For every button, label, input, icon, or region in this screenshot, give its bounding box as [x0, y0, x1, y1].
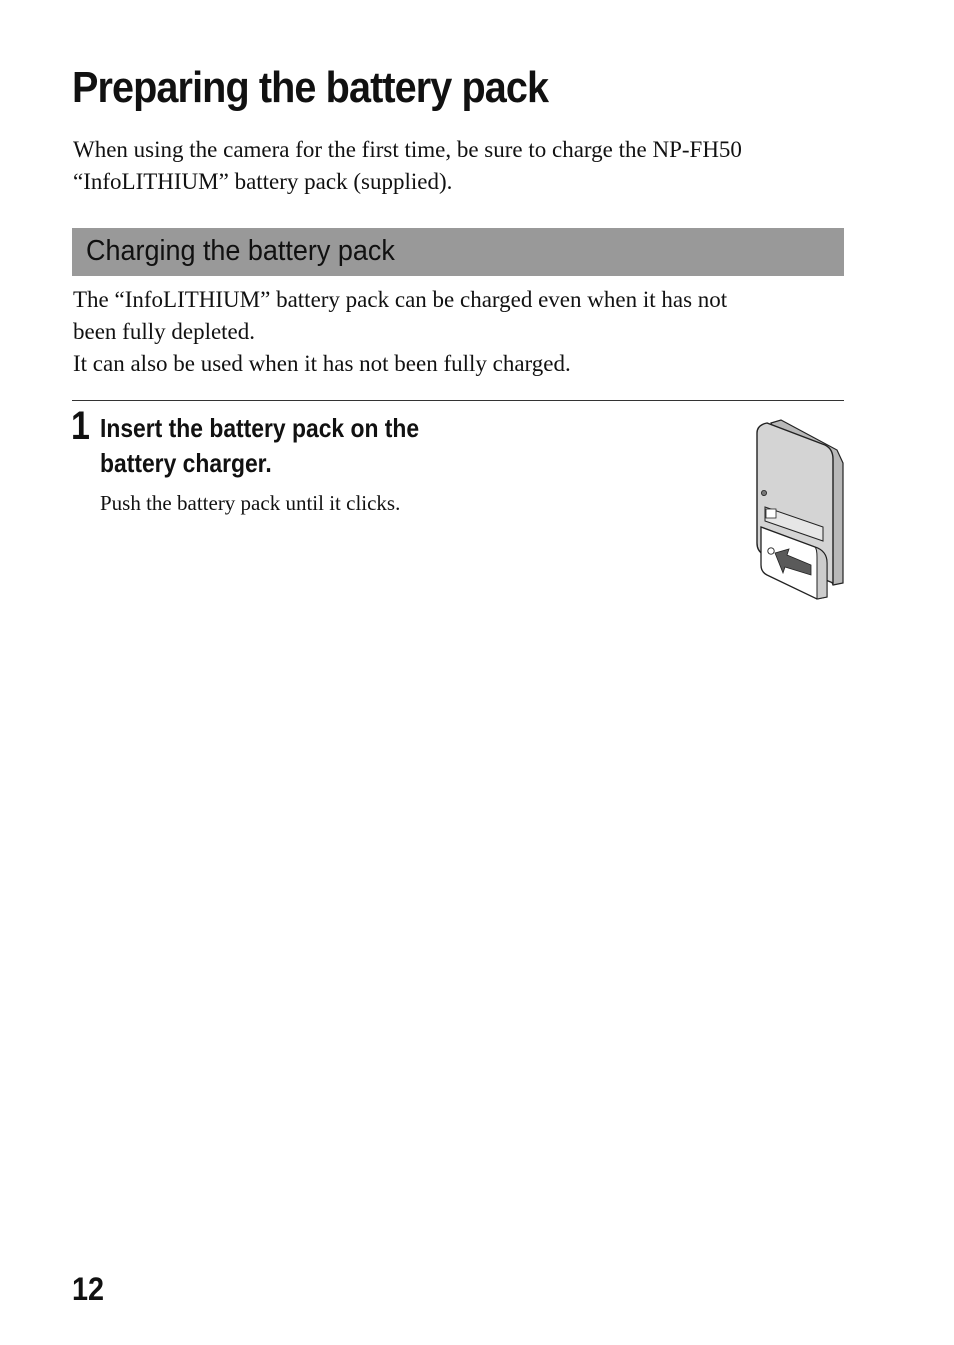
page-title: Preparing the battery pack — [72, 63, 549, 112]
step-title-line: Insert the battery pack on the — [100, 413, 420, 443]
step-number: 1 — [71, 404, 90, 448]
page-number: 12 — [72, 1271, 105, 1307]
section-divider — [72, 400, 844, 401]
section-body-line: been fully depleted. — [73, 319, 256, 344]
step-title — [100, 411, 505, 481]
intro-paragraph — [73, 134, 863, 198]
step-description: Push the battery pack until it clicks. — [100, 491, 401, 515]
step-title-line: battery charger. — [100, 448, 272, 478]
section-heading: Charging the battery pack — [86, 235, 395, 267]
section-body-line: The “InfoLITHIUM” battery pack can be charged even when it has not — [73, 287, 728, 312]
section-body-line: It can also be used when it has not been fully charged. — [73, 351, 571, 376]
battery-charger-illustration — [745, 415, 849, 605]
section-heading-bar — [72, 228, 844, 276]
intro-line: “InfoLITHIUM” battery pack (supplied). — [73, 169, 453, 194]
section-body — [73, 284, 853, 380]
intro-line: When using the camera for the first time, be sure to charge the NP-FH50 — [73, 137, 742, 162]
